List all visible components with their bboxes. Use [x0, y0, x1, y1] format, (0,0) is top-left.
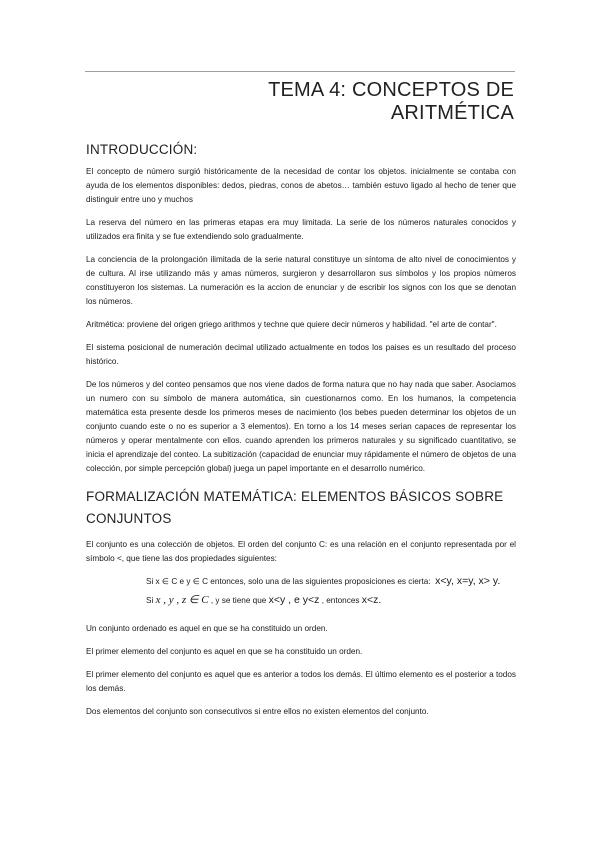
document-body [86, 142, 516, 728]
section-heading-formalizacion: FORMALIZACIÓN MATEMÁTICA: ELEMENTOS BÁSICOS SOBRE CONJUNTOS [86, 489, 504, 526]
paragraph: Un conjunto ordenado es aquel en que se ha constituido un orden. [86, 624, 328, 633]
paragraph: Dos elementos del conjunto son consecutivos si entre ellos no existen elementos del conjunto. [86, 707, 429, 716]
section-heading-introduccion: INTRODUCCIÓN: [86, 142, 198, 157]
header-rule [85, 71, 515, 72]
formula-mid: , y se tiene que [210, 596, 267, 605]
formula-transitivity [146, 593, 516, 606]
paragraph: El conjunto es una colección de objetos. El orden del conjunto C: es una relación en el conjunto representada por el símbolo <, que tiene las dos propiedades siguientes: [86, 540, 516, 563]
paragraph: La conciencia de la prolongación ilimitada de la serie natural constituye un síntoma de alto nivel de conocimientos y de cultura. Al irse utilizando más y amas números, surgieron y desarrollaron sus símbolos y los propios números constituyeron los sistemas. La numeración es la accion de enunciar y de escribir los signos con los que se denotan los números. [86, 255, 516, 306]
paragraph: Aritmética: proviene del origen griego arithmos y techne que quiere decir números y habilidad. "el arte de contar". [86, 320, 497, 329]
paragraph: De los números y del conteo pensamos que nos viene dados de forma natura que no hay nada que saber. Asociamos un numero con su símbolo de manera automática, sin cuestionarnos como. En los humanos, la competencia matemática esta presente desde los primeros meses de nacimiento (los bebes pueden determinar los objetos de un conjunto cuando este o no es superior a 3 elementos). En torno a los 14 meses serian capaces de representar los números y operar mentalmente con ellos. cuando aprenden los primeros naturales y su significado cuantitativo, se inicia el aprendizaje del conteo. La subitización (capacidad de enunciar muy rápidamente el número de objetos de una colección, por simple percepción global) juega un papel importante en el desarrollo numérico. [86, 380, 516, 473]
page-title: TEMA 4: CONCEPTOS DE ARITMÉTICA [268, 79, 514, 124]
formula-text: Si x ∈ C e y ∈ C entonces, solo una de las siguientes proposiciones es cierta: [146, 577, 431, 586]
paragraph: La reserva del número en las primeras etapas era muy limitada. La serie de los números naturales conocidos y utilizados era finita y se fue extendiendo solo gradualmente. [86, 218, 516, 241]
formula-trichotomy [146, 575, 516, 587]
formula-lead: Si [146, 596, 154, 605]
paragraph: El primer elemento del conjunto es aquel en que se ha constituido un orden. [86, 647, 363, 656]
paragraph: El sistema posicional de numeración decimal utilizado actualmente en todos los paises es un resultado del proceso histórico. [86, 343, 516, 366]
formula-options: x<y, x=y, x> y. [435, 575, 501, 587]
paragraph: El concepto de número surgió históricamente de la necesidad de contar los objetos. inicialmente se contaba con ayuda de los elementos disponibles: dedos, piedras, conos de abetos… también estuvo ligado al hecho de tener que distinguir entre uno y muchos [86, 167, 516, 204]
formula-cond: x<y , e y<z [268, 594, 320, 606]
formula-result: x<z. [361, 594, 382, 606]
formula-then: , entonces [321, 596, 360, 605]
paragraph: El primer elemento del conjunto es aquel que es anterior a todos los demás. El último elemento es el posterior a todos los demás. [86, 670, 516, 693]
formula-vars: x , y , z ∈ C [155, 594, 209, 606]
